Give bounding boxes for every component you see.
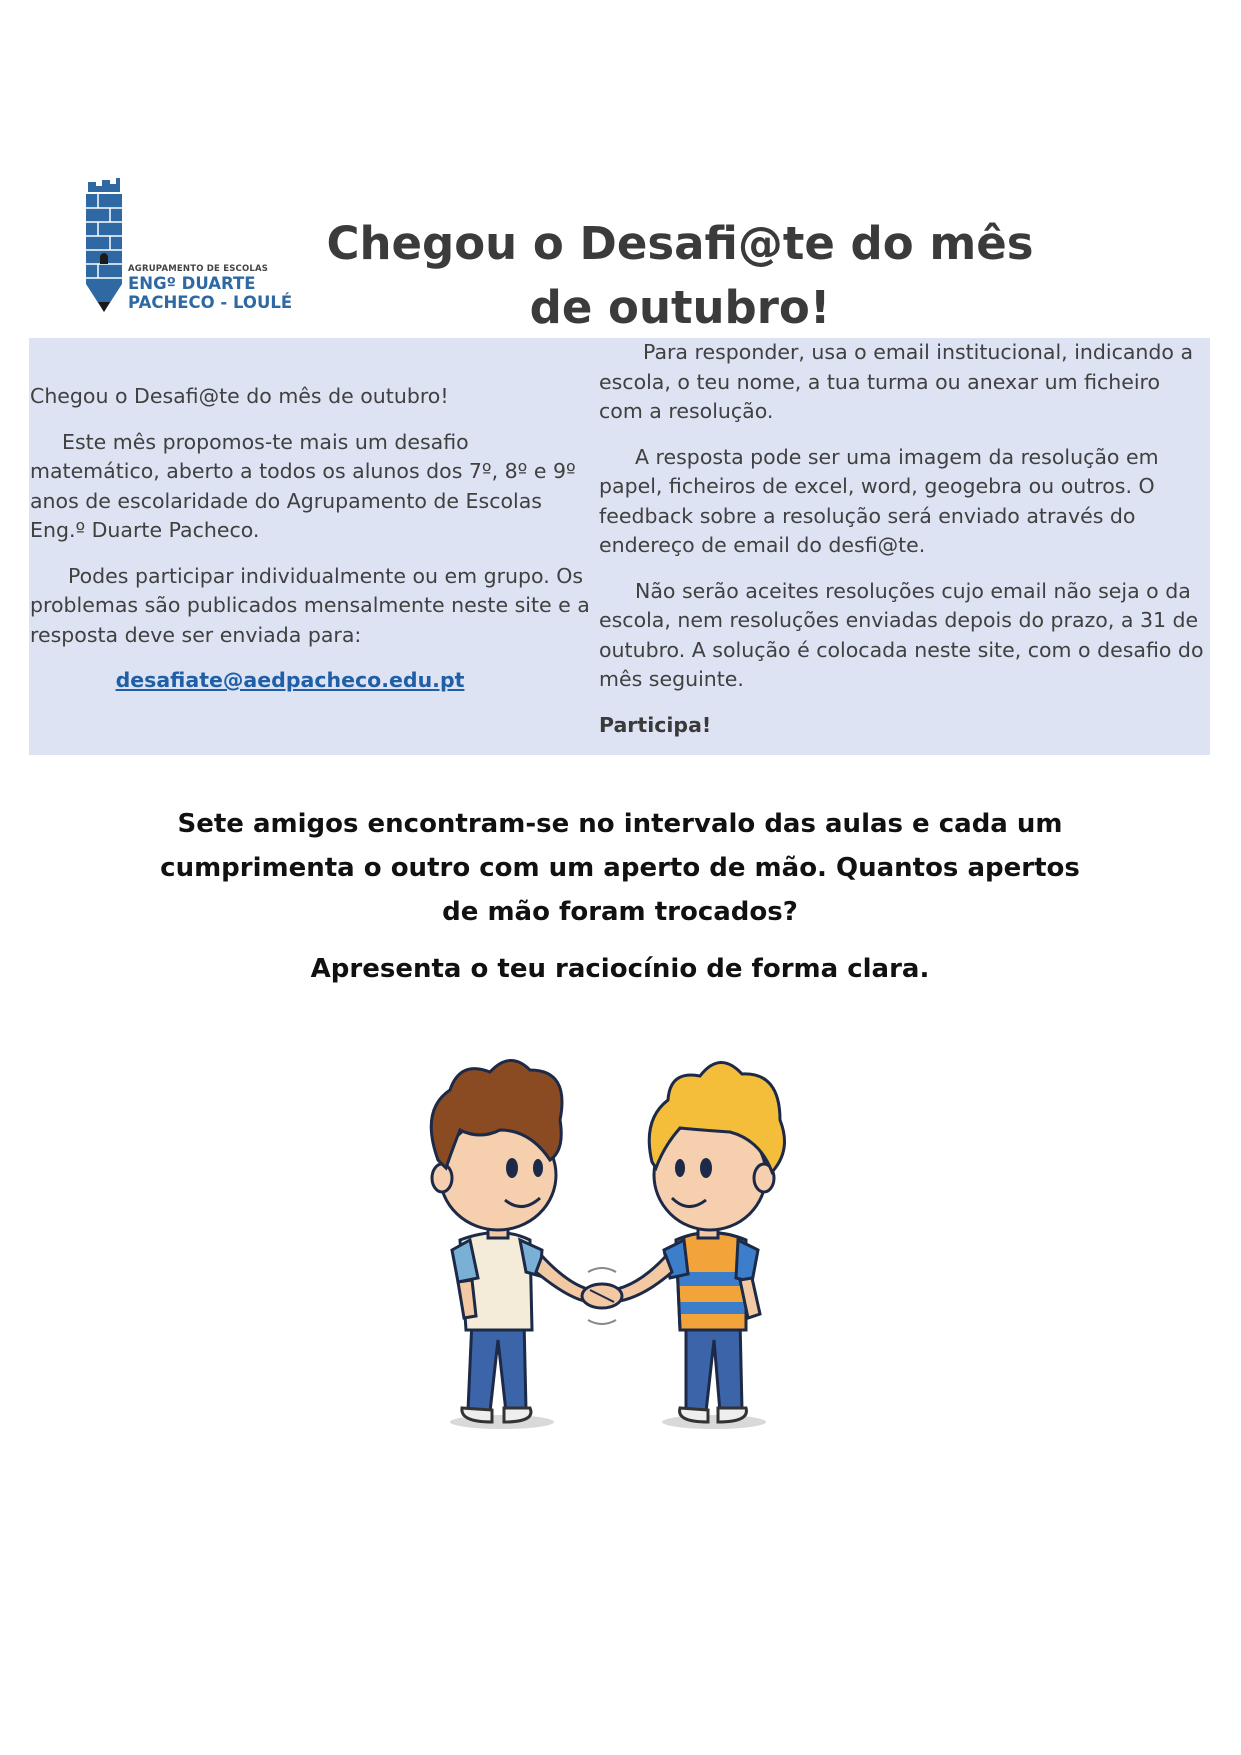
intro-paragraph: Podes participar individualmente ou em grupo. Os problemas são publicados mensalmente neste site e a resposta deve ser enviada para: (30, 563, 590, 647)
email-link[interactable]: desafiate@aedpacheco.edu.pt (115, 668, 465, 692)
pencil-tower-icon (84, 178, 128, 313)
instructions-paragraph: Para responder, usa o email institucional, indicando a escola, o teu nome, a tua turma ou anexar um ficheiro com a resolução. (599, 340, 1194, 423)
challenge-question: Sete amigos encontram-se no intervalo das aulas e cada um cumprimenta o outro com um aperto de mão. Quantos apertos de mão foram trocados? (160, 809, 1080, 927)
logo-name-line2: PACHECO - LOULÉ (128, 293, 293, 312)
intro-paragraph: Este mês propomos-te mais um desafio matemático, aberto a todos os alunos dos 7º, 8º e 9º anos de escolaridade do Agrupamento de Escolas Eng.º Duarte Pacheco. (30, 429, 576, 542)
boy-right-figure (612, 1062, 785, 1422)
instructions-paragraph: Não serão aceites resoluções cujo email não seja o da escola, nem resoluções enviadas depois do prazo, a 31 de outubro. A solução é colocada neste site, com o desafio do mês seguinte. (599, 578, 1204, 691)
school-logo (84, 178, 294, 313)
logo-name-line1: ENGº DUARTE (128, 274, 256, 293)
logo-subtitle: AGRUPAMENTO DE ESCOLAS (128, 264, 269, 274)
handshake-illustration (380, 1050, 850, 1450)
challenge-instruction: Apresenta o teu raciocínio de forma clara. (310, 954, 930, 984)
participate-label: Participa! (599, 712, 712, 737)
intro-right-column (599, 338, 1207, 756)
instructions-paragraph: A resposta pode ser uma imagem da resolução em papel, ficheiros de excel, word, geogebra ou outros. O feedback sobre a resolução será enviado através do endereço de email do desfi@te. (599, 444, 1159, 557)
boy-left-figure (431, 1060, 592, 1422)
intro-box (29, 338, 1210, 755)
intro-paragraph: Chegou o Desafi@te do mês de outubro! (30, 384, 449, 408)
intro-left-column (30, 382, 600, 696)
handshake-hands (582, 1268, 622, 1324)
page-title: Chegou o Desafi@te do mês de outubro! (326, 217, 1034, 334)
